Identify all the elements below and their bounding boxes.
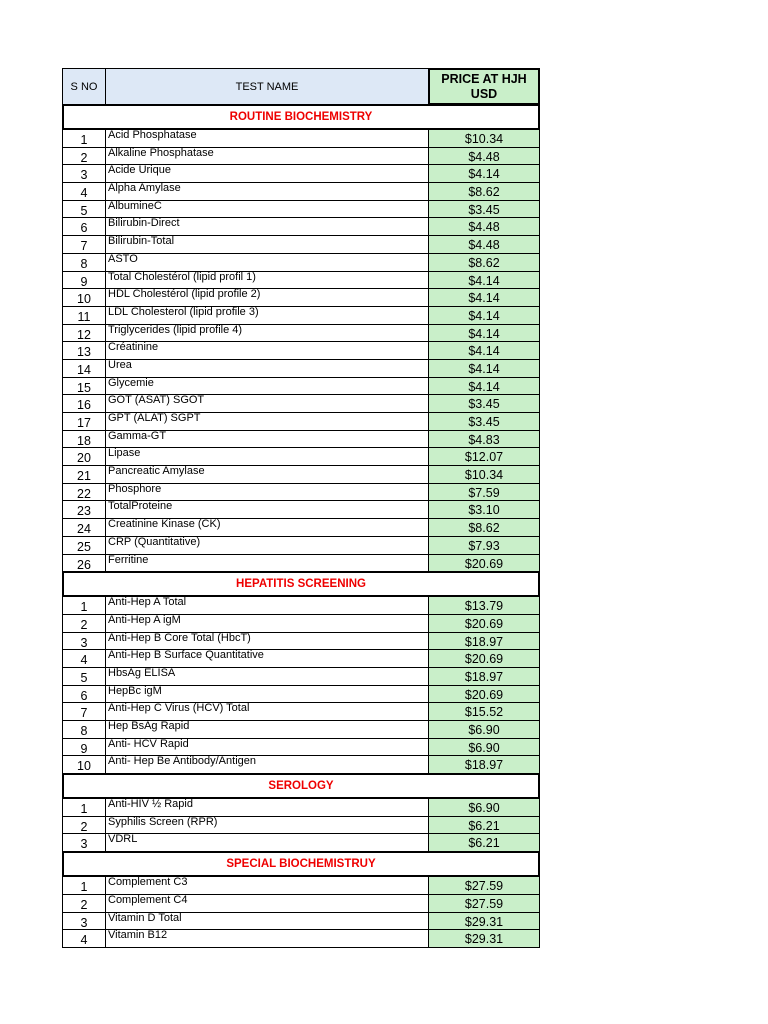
row-number: 5 <box>62 201 105 219</box>
test-name-cell: GPT (ALAT) SGPT <box>105 413 428 431</box>
section-title: ROUTINE BIOCHEMISTRY <box>62 105 540 130</box>
test-name-cell: Créatinine <box>105 342 428 360</box>
row-number: 9 <box>62 272 105 290</box>
row-number: 2 <box>62 615 105 633</box>
table-row <box>62 484 540 502</box>
price-cell: $6.90 <box>428 799 540 817</box>
table-header <box>62 68 540 105</box>
row-number: 10 <box>62 756 105 774</box>
table-row <box>62 307 540 325</box>
table-row <box>62 537 540 555</box>
price-cell: $4.14 <box>428 378 540 396</box>
table-row <box>62 165 540 183</box>
test-name-cell: HDL Cholestérol (lipid profile 2) <box>105 289 428 307</box>
row-number: 14 <box>62 360 105 378</box>
table-row <box>62 201 540 219</box>
table-row <box>62 686 540 704</box>
row-number: 16 <box>62 395 105 413</box>
price-cell: $13.79 <box>428 597 540 615</box>
table-row <box>62 834 540 852</box>
price-cell: $6.90 <box>428 721 540 739</box>
row-number: 13 <box>62 342 105 360</box>
row-number: 23 <box>62 501 105 519</box>
price-cell: $29.31 <box>428 913 540 931</box>
price-table <box>62 68 540 948</box>
test-name-cell: HbsAg ELISA <box>105 668 428 686</box>
table-row <box>62 799 540 817</box>
table-row <box>62 431 540 449</box>
test-name-cell: Anti-Hep A Total <box>105 597 428 615</box>
test-name-cell: Urea <box>105 360 428 378</box>
price-cell: $4.83 <box>428 431 540 449</box>
row-number: 1 <box>62 597 105 615</box>
row-number: 18 <box>62 431 105 449</box>
price-cell: $18.97 <box>428 668 540 686</box>
row-number: 24 <box>62 519 105 537</box>
row-number: 6 <box>62 686 105 704</box>
price-cell: $7.93 <box>428 537 540 555</box>
table-row <box>62 930 540 948</box>
row-number: 12 <box>62 325 105 343</box>
table-row <box>62 756 540 774</box>
row-number: 6 <box>62 218 105 236</box>
test-name-cell: ASTO <box>105 254 428 272</box>
table-row <box>62 378 540 396</box>
table-row <box>62 739 540 757</box>
test-name-cell: Glycemie <box>105 378 428 396</box>
table-row <box>62 597 540 615</box>
test-name-cell: Complement C3 <box>105 877 428 895</box>
price-cell: $4.48 <box>428 218 540 236</box>
test-name-cell: HepBc igM <box>105 686 428 704</box>
price-cell: $27.59 <box>428 877 540 895</box>
table-row <box>62 218 540 236</box>
test-name-cell: Syphilis Screen (RPR) <box>105 817 428 835</box>
row-number: 7 <box>62 703 105 721</box>
table-row <box>62 501 540 519</box>
row-number: 11 <box>62 307 105 325</box>
row-number: 3 <box>62 633 105 651</box>
row-number: 4 <box>62 930 105 948</box>
header-price-line2: USD <box>470 86 498 101</box>
table-row <box>62 668 540 686</box>
price-cell: $20.69 <box>428 615 540 633</box>
test-name-cell: Lipase <box>105 448 428 466</box>
price-cell: $4.48 <box>428 148 540 166</box>
table-row <box>62 650 540 668</box>
price-cell: $20.69 <box>428 650 540 668</box>
table-row <box>62 272 540 290</box>
row-number: 8 <box>62 254 105 272</box>
price-cell: $4.48 <box>428 236 540 254</box>
test-name-cell: Triglycerides (lipid profile 4) <box>105 325 428 343</box>
section-title: SEROLOGY <box>62 774 540 799</box>
price-cell: $18.97 <box>428 633 540 651</box>
test-name-cell: Vitamin D Total <box>105 913 428 931</box>
price-cell: $4.14 <box>428 307 540 325</box>
price-cell: $3.45 <box>428 413 540 431</box>
test-name-cell: Creatinine Kinase (CK) <box>105 519 428 537</box>
test-name-cell: Acid Phosphatase <box>105 130 428 148</box>
price-cell: $4.14 <box>428 360 540 378</box>
test-name-cell: Complement C4 <box>105 895 428 913</box>
table-row <box>62 519 540 537</box>
test-name-cell: Hep BsAg Rapid <box>105 721 428 739</box>
section-title: HEPATITIS SCREENING <box>62 572 540 597</box>
table-row <box>62 360 540 378</box>
table-row <box>62 817 540 835</box>
test-name-cell: Bilirubin-Total <box>105 236 428 254</box>
test-name-cell: Total Cholestérol (lipid profil 1) <box>105 272 428 290</box>
row-number: 7 <box>62 236 105 254</box>
test-name-cell: Pancreatic Amylase <box>105 466 428 484</box>
section-title: SPECIAL BIOCHEMISTRUY <box>62 852 540 877</box>
table-row <box>62 342 540 360</box>
table-row <box>62 395 540 413</box>
price-cell: $3.45 <box>428 201 540 219</box>
table-row <box>62 555 540 573</box>
price-cell: $4.14 <box>428 272 540 290</box>
test-name-cell: Anti-Hep B Surface Quantitative <box>105 650 428 668</box>
price-cell: $8.62 <box>428 254 540 272</box>
row-number: 20 <box>62 448 105 466</box>
test-name-cell: CRP (Quantitative) <box>105 537 428 555</box>
test-name-cell: Phosphore <box>105 484 428 502</box>
price-cell: $4.14 <box>428 289 540 307</box>
table-row <box>62 877 540 895</box>
table-row <box>62 183 540 201</box>
row-number: 3 <box>62 834 105 852</box>
row-number: 2 <box>62 895 105 913</box>
table-row <box>62 448 540 466</box>
header-sno: S NO <box>62 68 105 105</box>
test-name-cell: Ferritine <box>105 555 428 573</box>
price-cell: $20.69 <box>428 686 540 704</box>
price-cell: $29.31 <box>428 930 540 948</box>
row-number: 9 <box>62 739 105 757</box>
row-number: 2 <box>62 148 105 166</box>
test-name-cell: Alpha Amylase <box>105 183 428 201</box>
test-name-cell: AlbumineC <box>105 201 428 219</box>
test-name-cell: Bilirubin-Direct <box>105 218 428 236</box>
row-number: 1 <box>62 877 105 895</box>
table-row <box>62 895 540 913</box>
row-number: 2 <box>62 817 105 835</box>
price-cell: $3.45 <box>428 395 540 413</box>
table-row <box>62 633 540 651</box>
table-row <box>62 254 540 272</box>
price-cell: $8.62 <box>428 519 540 537</box>
price-cell: $18.97 <box>428 756 540 774</box>
price-cell: $10.34 <box>428 466 540 484</box>
test-name-cell: Anti-Hep C Virus (HCV) Total <box>105 703 428 721</box>
header-price <box>428 68 540 105</box>
price-cell: $3.10 <box>428 501 540 519</box>
row-number: 26 <box>62 555 105 573</box>
row-number: 4 <box>62 183 105 201</box>
row-number: 4 <box>62 650 105 668</box>
test-name-cell: VDRL <box>105 834 428 852</box>
table-row <box>62 130 540 148</box>
price-cell: $8.62 <box>428 183 540 201</box>
price-cell: $15.52 <box>428 703 540 721</box>
row-number: 10 <box>62 289 105 307</box>
row-number: 1 <box>62 799 105 817</box>
row-number: 25 <box>62 537 105 555</box>
test-name-cell: Anti-Hep A igM <box>105 615 428 633</box>
price-cell: $6.21 <box>428 817 540 835</box>
test-name-cell: Anti- Hep Be Antibody/Antigen <box>105 756 428 774</box>
test-name-cell: Anti-HIV ½ Rapid <box>105 799 428 817</box>
table-row <box>62 413 540 431</box>
price-cell: $27.59 <box>428 895 540 913</box>
table-body <box>62 105 540 948</box>
test-name-cell: LDL Cholesterol (lipid profile 3) <box>105 307 428 325</box>
row-number: 3 <box>62 165 105 183</box>
row-number: 21 <box>62 466 105 484</box>
header-price-line1: PRICE AT HJH <box>441 71 527 86</box>
price-cell: $12.07 <box>428 448 540 466</box>
row-number: 22 <box>62 484 105 502</box>
table-row <box>62 913 540 931</box>
table-row <box>62 236 540 254</box>
row-number: 17 <box>62 413 105 431</box>
test-name-cell: Anti- HCV Rapid <box>105 739 428 757</box>
price-cell: $20.69 <box>428 555 540 573</box>
price-cell: $10.34 <box>428 130 540 148</box>
price-cell: $7.59 <box>428 484 540 502</box>
test-name-cell: Gamma-GT <box>105 431 428 449</box>
test-name-cell: Acide Urique <box>105 165 428 183</box>
header-test-name: TEST NAME <box>105 68 428 105</box>
table-row <box>62 466 540 484</box>
test-name-cell: Vitamin B12 <box>105 930 428 948</box>
price-cell: $6.90 <box>428 739 540 757</box>
row-number: 3 <box>62 913 105 931</box>
test-name-cell: TotalProteine <box>105 501 428 519</box>
price-cell: $4.14 <box>428 342 540 360</box>
row-number: 8 <box>62 721 105 739</box>
test-name-cell: Anti-Hep B Core Total (HbcT) <box>105 633 428 651</box>
table-row <box>62 615 540 633</box>
table-row <box>62 703 540 721</box>
table-row <box>62 325 540 343</box>
price-cell: $4.14 <box>428 165 540 183</box>
row-number: 15 <box>62 378 105 396</box>
table-row <box>62 148 540 166</box>
table-row <box>62 289 540 307</box>
test-name-cell: Alkaline Phosphatase <box>105 148 428 166</box>
row-number: 1 <box>62 130 105 148</box>
price-cell: $6.21 <box>428 834 540 852</box>
price-cell: $4.14 <box>428 325 540 343</box>
table-row <box>62 721 540 739</box>
row-number: 5 <box>62 668 105 686</box>
test-name-cell: GOT (ASAT) SGOT <box>105 395 428 413</box>
